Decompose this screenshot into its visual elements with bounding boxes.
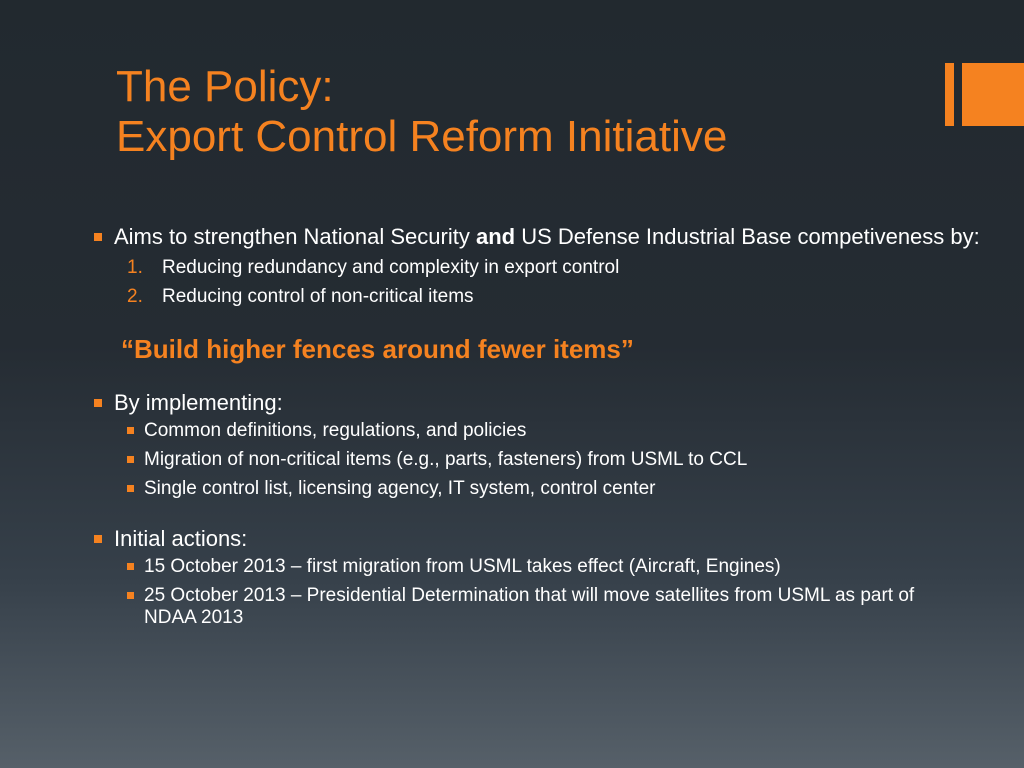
square-bullet-icon (94, 535, 102, 543)
sub-bullet-item (126, 585, 964, 629)
sub-bullet-item (126, 420, 993, 442)
bullet-aims (93, 224, 993, 250)
sub-bullet-item (126, 556, 874, 578)
sub-bullet-text: 15 October 2013 – first migration from USML takes effect (Aircraft, Engines) (144, 556, 781, 577)
item-number: 1. (127, 257, 143, 278)
bullet-initial-actions (93, 526, 993, 552)
item-number: 2. (127, 286, 143, 307)
decorative-bar-thin (945, 63, 954, 126)
title-line-1: The Policy: (116, 62, 334, 111)
square-bullet-icon (127, 427, 134, 434)
numbered-item (127, 256, 993, 279)
sub-bullet-item (126, 478, 993, 500)
initial-label: Initial actions: (114, 526, 248, 551)
slide-title (116, 62, 916, 162)
decorative-bar-thick (962, 63, 1024, 126)
sub-bullet-item (126, 449, 993, 471)
implementing-label: By implementing: (114, 390, 283, 415)
title-line-2: Export Control Reform Initiative (116, 112, 728, 161)
square-bullet-icon (94, 399, 102, 407)
numbered-item (127, 285, 993, 308)
item-text: Reducing control of non-critical items (162, 286, 474, 307)
highlight-quote: “Build higher fences around fewer items” (121, 334, 634, 364)
aims-text-before: Aims to strengthen National Security (114, 224, 476, 249)
implementing-list (126, 420, 993, 500)
square-bullet-icon (127, 563, 134, 570)
square-bullet-icon (94, 233, 102, 241)
sub-bullet-text: Migration of non-critical items (e.g., parts, fasteners) from USML to CCL (144, 449, 748, 470)
aims-text-bold: and (475, 224, 516, 249)
initial-actions-list (126, 556, 993, 629)
item-text: Reducing redundancy and complexity in export control (162, 257, 620, 278)
sub-bullet-text: 25 October 2013 – Presidential Determination that will move satellites from USML as part of NDAA 2013 (144, 585, 915, 628)
bullet-implementing (93, 390, 993, 416)
aims-numbered-list (127, 256, 993, 308)
square-bullet-icon (127, 456, 134, 463)
square-bullet-icon (127, 592, 134, 599)
square-bullet-icon (127, 485, 134, 492)
aims-text-after: US Defense Industrial Base competiveness by: (515, 224, 980, 249)
slide-body (93, 224, 993, 636)
sub-bullet-text: Common definitions, regulations, and policies (144, 420, 527, 441)
sub-bullet-text: Single control list, licensing agency, IT system, control center (144, 478, 656, 499)
